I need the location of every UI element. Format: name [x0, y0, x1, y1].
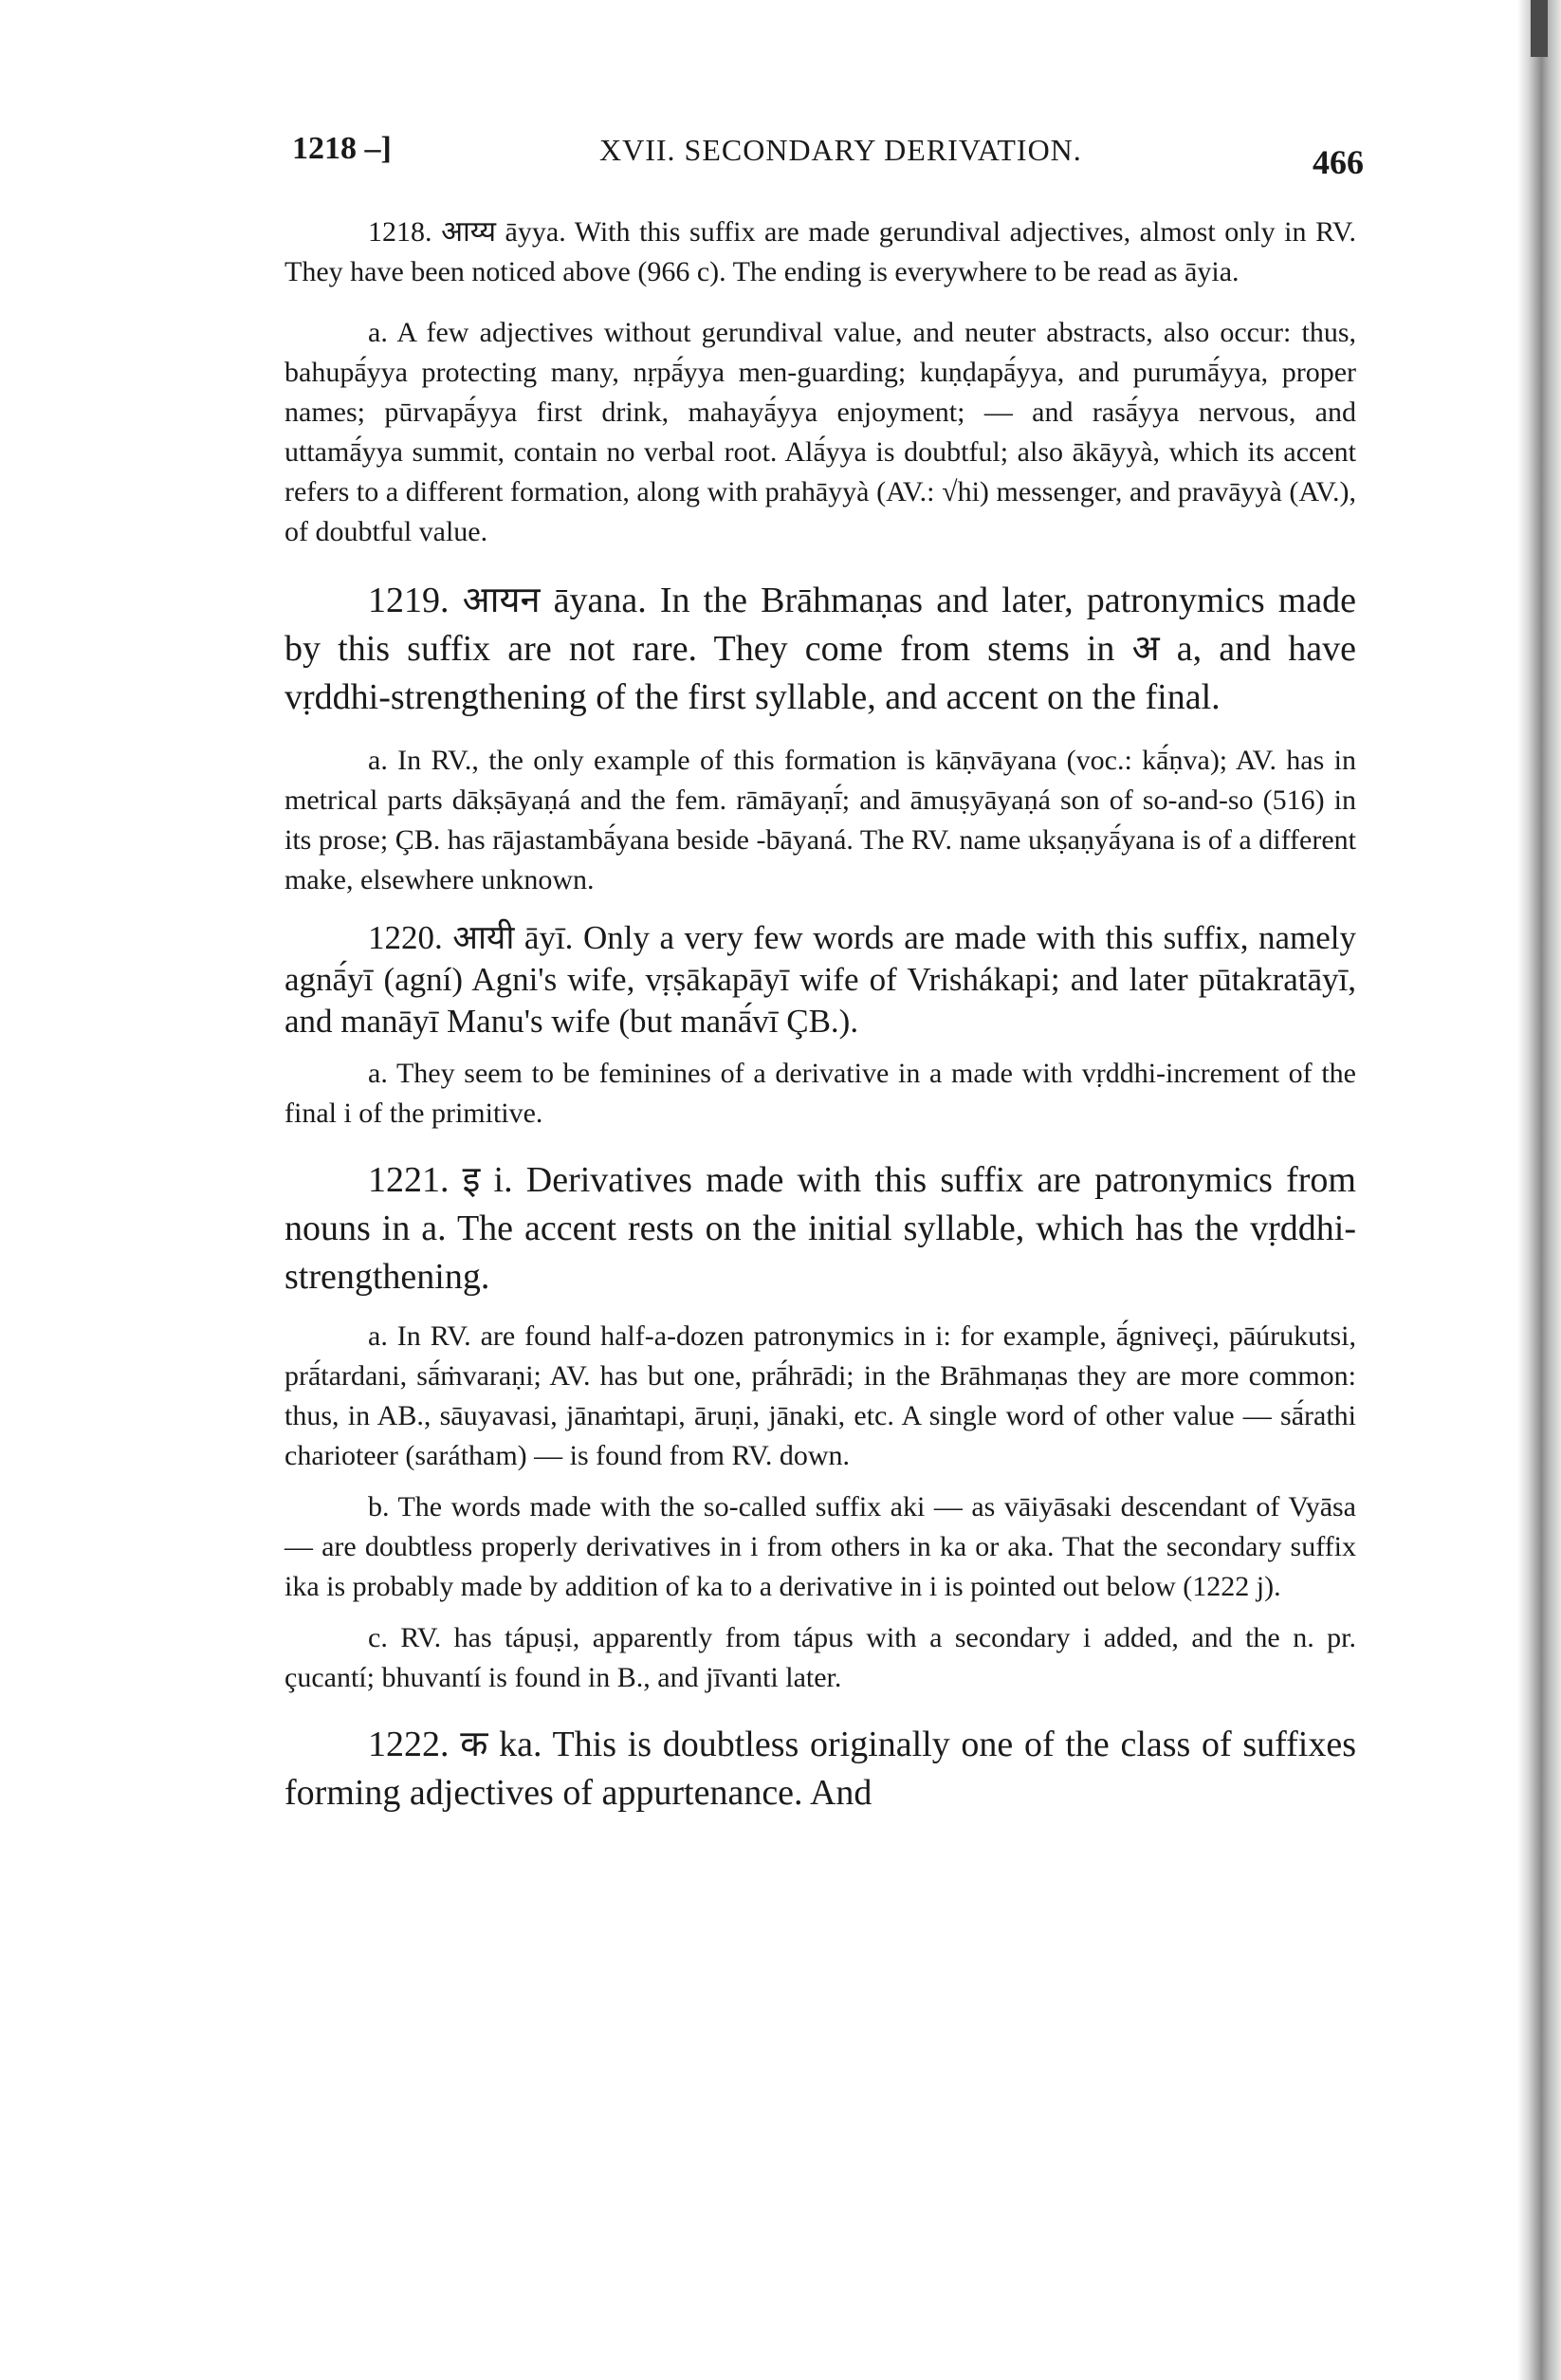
section-1220: 1220. आयी āyī. Only a very few words are made with this suffix, namely agnā́yī (agní) Agni's wife, vṛṣākapāyī wife of Vrishákapi; and later pūtakratāyī, and manāyī Manu's wife (but manā́vī ÇB.). — [285, 919, 1356, 1040]
section-1219: 1219. आयन āyana. In the Brāhmaṇas and later, patronymics made by this suffix are not rare. They come from stems in अ a, and have vṛddhi-strengthening of the first syllable, and accent on the final. — [285, 581, 1356, 717]
header-chapter-title: XVII. SECONDARY DERIVATION. — [599, 133, 1082, 167]
page-number: 466 — [1313, 143, 1364, 181]
page-edge-mark — [1531, 0, 1548, 57]
section-1221-c: c. RV. has tápuṣi, apparently from tápus with a secondary i added, and the n. pr. çucantí; bhuvantí is found in B., and jīvanti later. — [285, 1622, 1356, 1693]
section-1218: 1218. आय्य āyya. With this suffix are made gerundival adjectives, almost only in RV. They have been noticed above (966 c). The ending is everywhere to be read as āyia. — [285, 216, 1356, 287]
section-1219-a: a. In RV., the only example of this formation is kāṇvāyana (voc.: kā́ṇva); AV. has in metrical parts dākṣāyaṇá and the fem. rāmāyaṇī́; and āmuṣyāyaṇá son of so-and-so (516) in its prose; ÇB. has rājastambā́yana beside -bāyaná. The RV. name ukṣaṇyā́yana is of a different make, elsewhere unknown. — [285, 745, 1356, 895]
section-1220-a: a. They seem to be feminines of a derivative in a made with vṛddhi-increment of the final i of the primitive. — [285, 1058, 1356, 1129]
section-1221-a: a. In RV. are found half-a-dozen patronymics in i: for example, ā́gniveçi, pāúrukutsi, prā́tardani, sā́ṁvaraṇi; AV. has but one, prā́hrādi; in the Brāhmaṇas they are more common: thus, in AB., sāuyavasi, jānaṁtapi, āruṇi, jānaki, etc. A single word of other value — sā́rathi charioteer (sarátham) — is found from RV. down. — [285, 1320, 1356, 1471]
header-section-ref: 1218 –] — [292, 131, 392, 166]
running-header — [292, 114, 1364, 180]
page-body — [285, 212, 1356, 1817]
section-1218-a: a. A few adjectives without gerundival value, and neuter abstracts, also occur: thus, bahupā́yya protecting many, nṛpā́yya men-guarding; kuṇḍapā́yya, and purumā́yya, proper names; pūrvapā́yya first drink, mahayā́yya enjoyment; — and rasā́yya nervous, and uttamā́yya summit, contain no verbal root. Alā́yya is doubtful; also ākāyyà, which its accent refers to a different formation, along with prahāyyà (AV.: √hi) messenger, and pravāyyà (AV.), of doubtful value. — [285, 317, 1356, 547]
section-1221-b: b. The words made with the so-called suffix aki — as vāiyāsaki descendant of Vyāsa — are doubtless properly derivatives in i from others in ka or aka. That the secondary suffix ika is probably made by addition of ka to a derivative in i is pointed out below (1222 j). — [285, 1491, 1356, 1602]
page-edge-shadow — [1517, 0, 1561, 2380]
section-1222: 1222. क ka. This is doubtless originally one of the class of suffixes forming adjectives of appurtenance. And — [285, 1725, 1356, 1813]
section-1221: 1221. इ i. Derivatives made with this suffix are patronymics from nouns in a. The accent rests on the initial syllable, which has the vṛddhi-strengthening. — [285, 1160, 1356, 1297]
